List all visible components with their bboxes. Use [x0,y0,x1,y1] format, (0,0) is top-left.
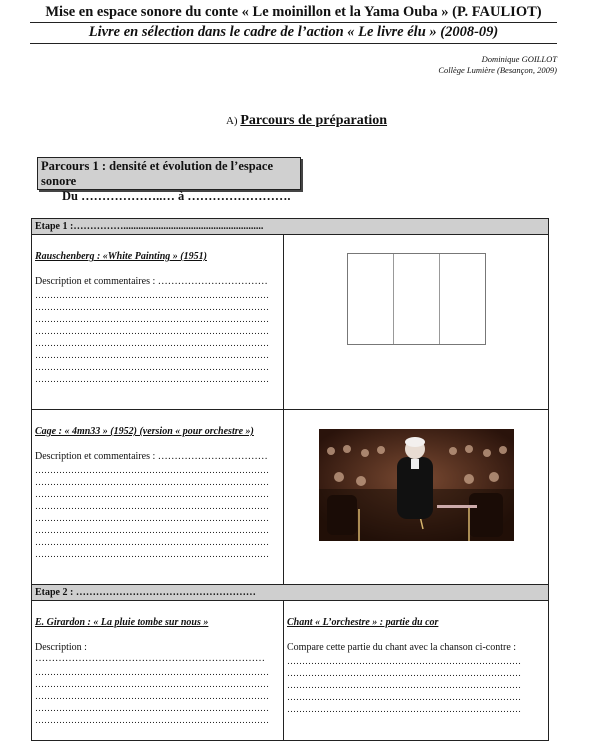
document-header [30,4,557,44]
answer-line[interactable]: …………………………………………………………………… [35,691,269,701]
etape1-header: Etape 1 :……………........................................................ [32,219,549,235]
answer-line[interactable]: …………………………………………………………………… [287,656,521,666]
answer-line[interactable]: …………………………………………………………………… [287,704,521,714]
answer-line[interactable]: …………………………………………………………………… [35,374,269,384]
answer-line[interactable]: …………………………………………………………………… [35,703,269,713]
answer-line[interactable]: …………………………………………………………………… [287,680,521,690]
author-block [438,54,557,76]
parcours-title: Parcours 1 : densité et évolution de l’espace sonore [41,159,274,188]
answer-line[interactable]: …………………………………………………………………… [35,715,269,725]
cage-desc: Description et commentaires : …………………………… [35,451,268,462]
answer-line[interactable]: …………………………………………………………………… [35,362,269,372]
cor-cell [284,601,549,741]
answer-line[interactable]: …………………………………………………………………… [35,338,269,348]
girardon-title: E. Girardon : « La pluie tombe sur nous » [35,617,209,628]
answer-line[interactable]: …………………………………………………………………… [35,667,269,677]
cage-cell [32,410,284,585]
document-title: Mise en espace sonore du conte « Le moinillon et la Yama Ouba » (P. FAULIOT) [30,4,557,23]
answer-line[interactable]: …………………………………………………………………… [287,668,521,678]
cage-title: Cage : « 4mn33 » (1952) (version « pour orchestre ») [35,426,254,437]
white-painting-image [347,253,486,345]
answer-line[interactable]: …………………………………………………………………… [35,513,269,523]
girardon-cell [32,601,284,741]
parcours-range: Du ………………..… à ……………………. [62,189,291,203]
section-heading [0,113,613,129]
answer-line[interactable]: …………………………………………………………………… [35,525,269,535]
rauschenberg-cell [32,235,284,410]
answer-line[interactable]: …………………………………………………………………… [35,679,269,689]
section-title: Parcours de préparation [240,113,388,128]
answer-line[interactable]: …………………………………………………………………… [35,314,269,324]
painting-panel [440,254,485,344]
answer-line[interactable]: …………………………………………………………………… [35,465,269,475]
etape2-header: Etape 2 : ……………………………………………… [32,585,549,601]
rauschenberg-title: Rauschenberg : «White Painting » (1951) [35,251,207,262]
painting-panel [394,254,440,344]
cor-title: Chant « L’orchestre » : partie du cor [287,617,439,628]
answer-line[interactable]: …………………………………………………………………… [35,350,269,360]
answer-line[interactable]: …………………………………………………………………… [35,302,269,312]
orchestra-photo-graphic [319,429,514,541]
document-subtitle: Livre en sélection dans le cadre de l’action « Le livre élu » (2008-09) [30,23,557,44]
author-school: Collège Lumière (Besançon, 2009) [438,65,557,75]
parcours-box [37,157,301,203]
cor-desc: Compare cette partie du chant avec la chanson ci-contre : [287,642,517,653]
author-name: Dominique GOILLOT [481,54,557,64]
answer-line[interactable]: …………………………………………………………………… [287,692,521,702]
painting-panel [348,254,394,344]
answer-line[interactable]: …………………………………………………………………… [35,501,269,511]
answer-line[interactable]: …………………………………………………………………… [35,489,269,499]
answer-line[interactable]: …………………………………………………………………… [35,290,269,300]
section-prefix: A) [225,115,238,127]
answer-line[interactable]: …………………………………………………………………… [35,549,269,559]
answer-line[interactable]: …………………………………………………………………… [35,477,269,487]
orchestra-photo [319,429,514,541]
answer-line[interactable]: …………………………………………………………………… [35,326,269,336]
rauschenberg-desc: Description et commentaires : …………………………… [35,276,268,287]
answer-line[interactable]: …………………………………………………………………… [35,537,269,547]
girardon-desc: Description : …………………………………………………………… [35,642,265,664]
